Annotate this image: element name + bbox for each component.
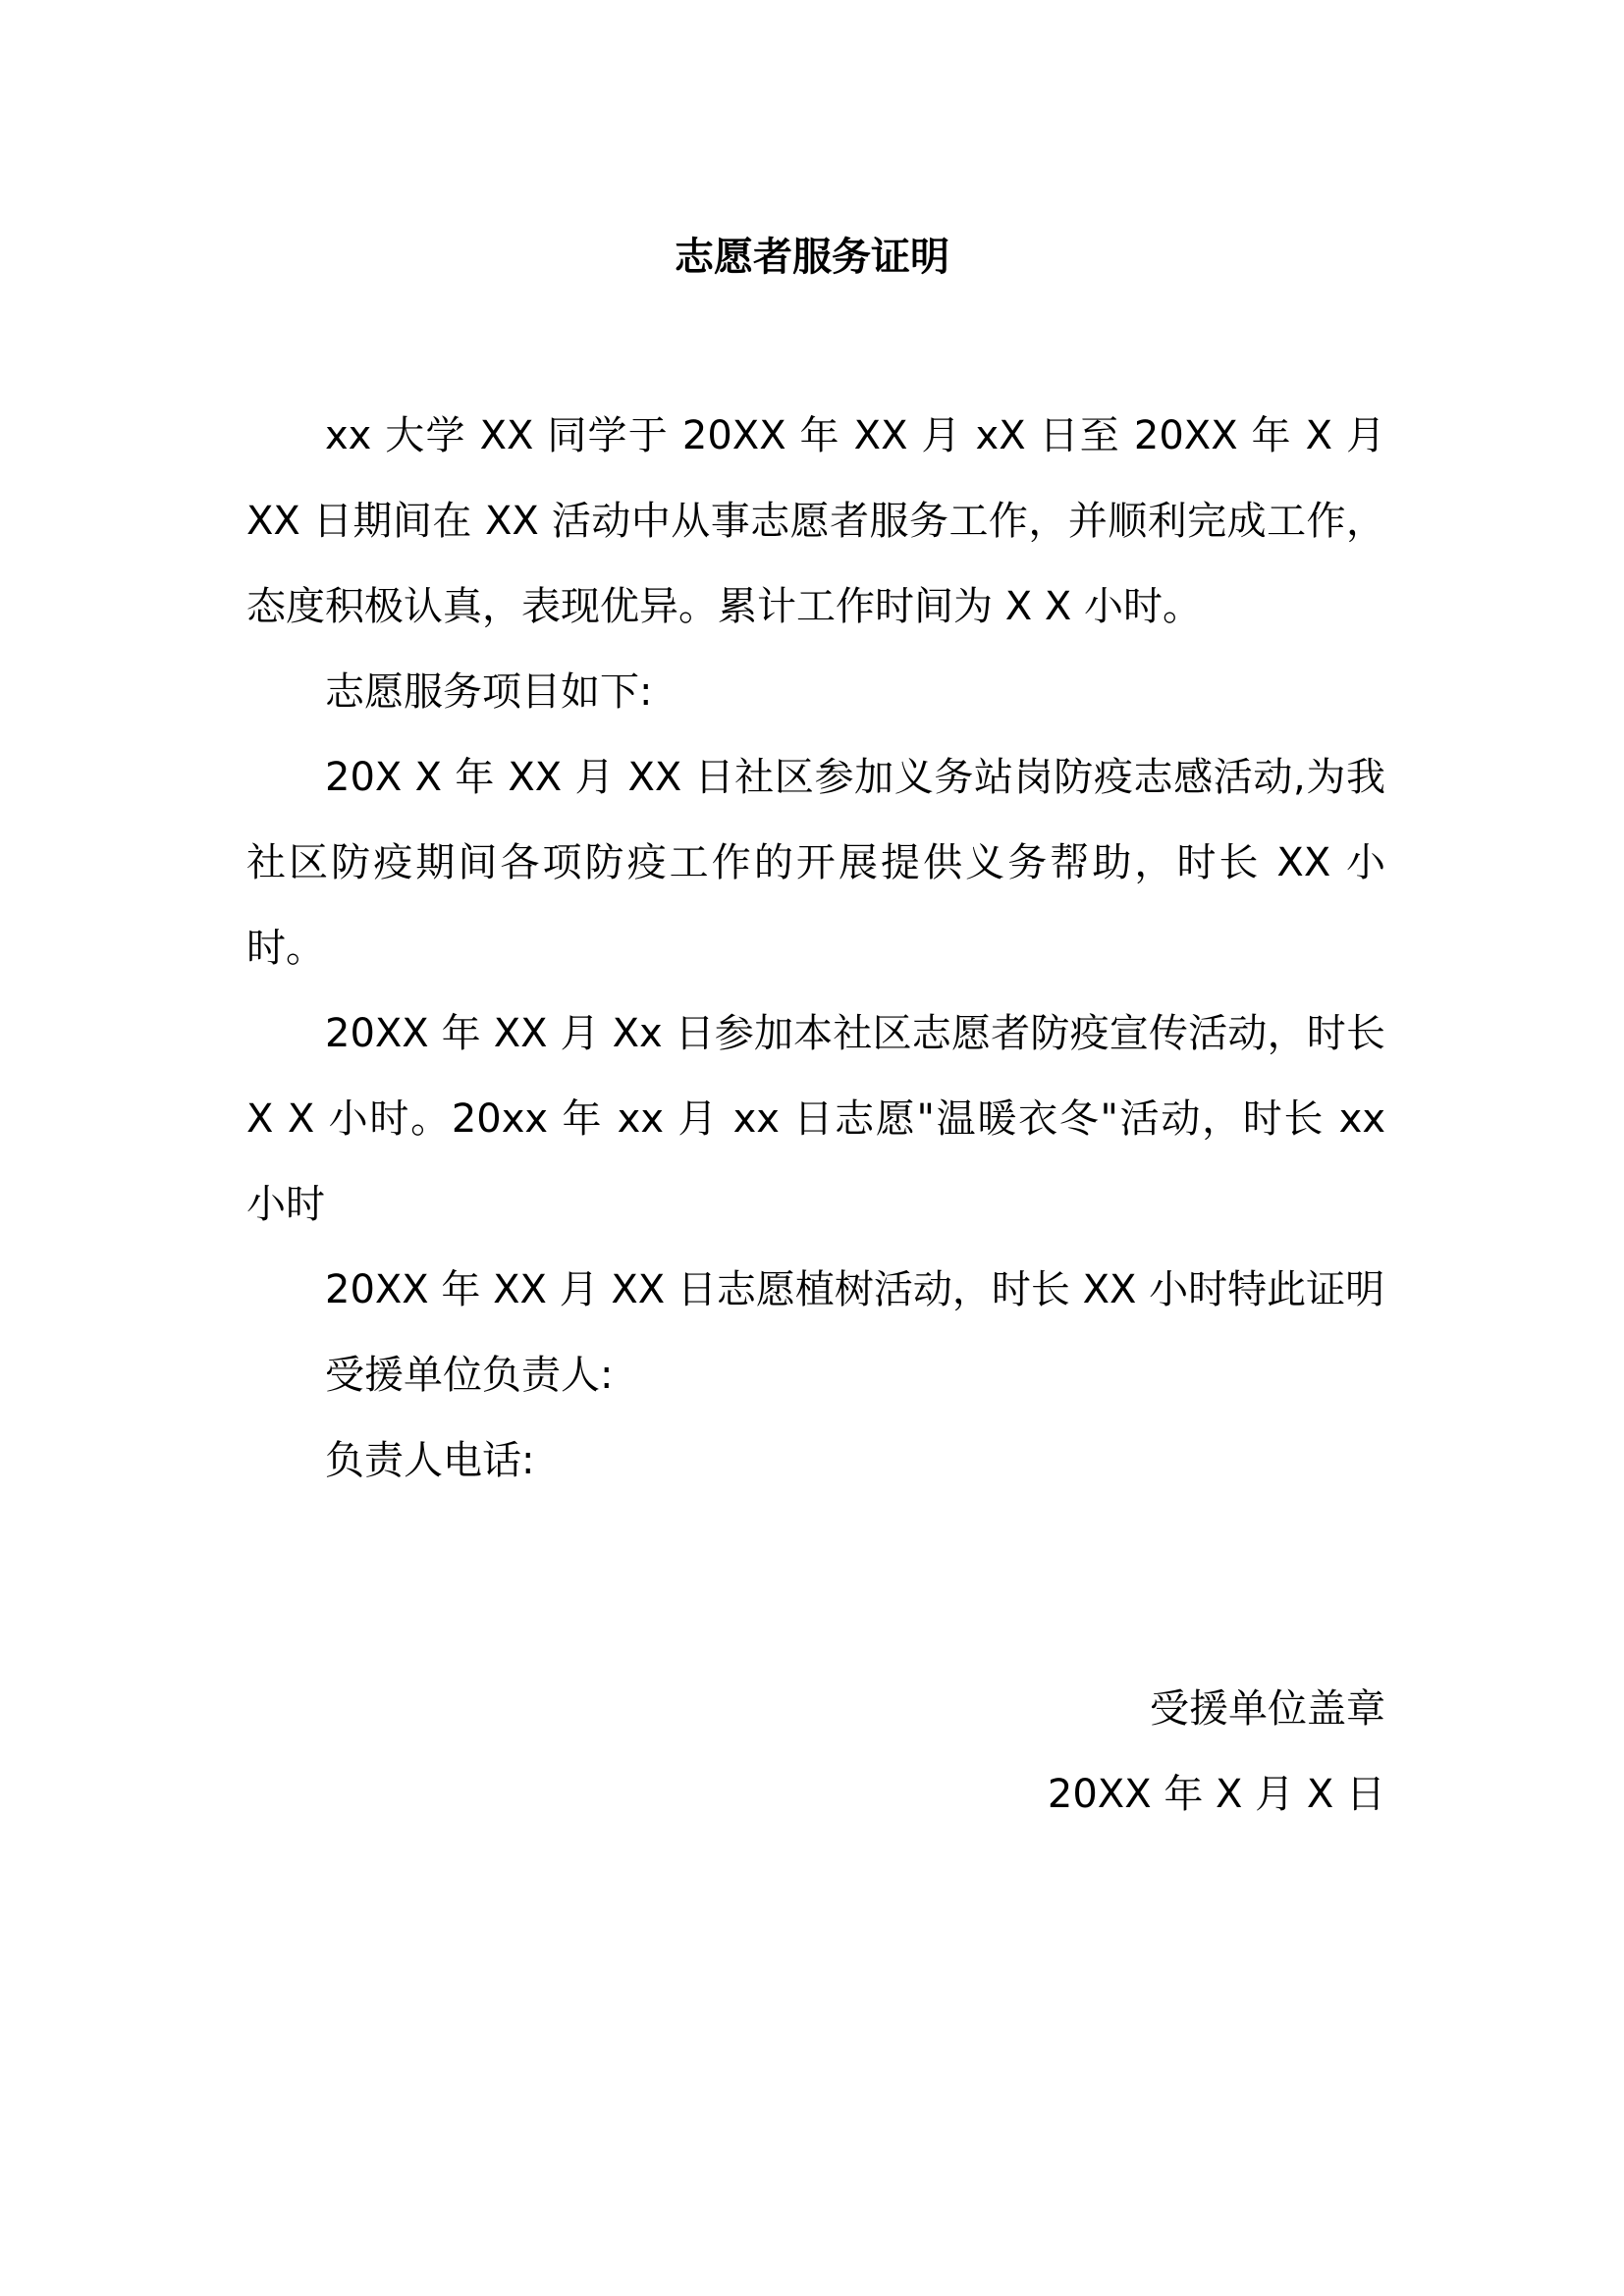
paragraph-project-1: 20X X 年 XX 月 XX 日社区参加义务站岗防疫志感活动,为我社区防疫期间各项防疫工作的开展提供义务帮助，时长 XX 小时。 <box>246 755 1385 971</box>
paragraph-project-2: 20XX 年 XX 月 Xx 日参加本社区志愿者防疫宣传活动，时长 X X 小时。20xx 年 xx 月 xx 日志愿"温暖衣冬"活动，时长 xx 小时 <box>246 1011 1385 1227</box>
signature-block <box>884 1667 1385 1838</box>
stamp-label: 受援单位盖章 <box>1150 1686 1385 1732</box>
responsible-phone-line: 负责人电话: <box>325 1438 535 1483</box>
paragraph-project-intro: 志愿服务项目如下: <box>325 669 653 715</box>
issue-date: 20XX 年 X 月 X 日 <box>1047 1772 1385 1817</box>
document-title: 志愿者服务证明 <box>675 235 949 280</box>
document-body <box>246 394 1385 1504</box>
responsible-person-line: 受援单位负责人: <box>325 1353 614 1398</box>
paragraph-certification: xx 大学 XX 同学于 20XX 年 XX 月 xX 日至 20XX 年 X 月 XX 日期间在 XX 活动中从事志愿者服务工作，并顺利完成工作，态度积极认真，表现优异。累计工作时间为 X X 小时。 <box>246 413 1385 629</box>
paragraph-project-3: 20XX 年 XX 月 XX 日志愿植树活动，时长 XX 小时特此证明 <box>325 1267 1385 1312</box>
